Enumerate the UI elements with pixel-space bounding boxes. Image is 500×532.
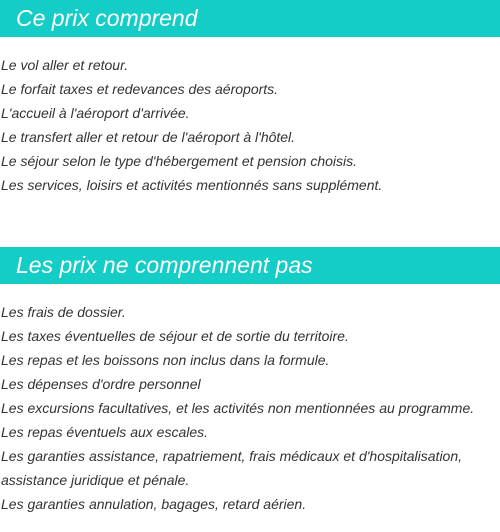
list-item: Les repas éventuels aux escales.	[1, 424, 209, 440]
list-item: Les garanties annulation, bagages, retard aérien.	[1, 496, 307, 512]
list-item: Les repas et les boissons non inclus dans la formule.	[1, 352, 330, 368]
included-section-header: Ce prix comprend	[0, 0, 500, 37]
list-item: Les excursions facultatives, et les activités non mentionnées au programme.	[1, 400, 475, 416]
list-item: Les taxes éventuelles de séjour et de sortie du territoire.	[1, 328, 349, 344]
excluded-items-list	[0, 300, 500, 516]
list-item: Le séjour selon le type d'hébergement et pension choisis.	[1, 153, 358, 169]
excluded-section-header: Les prix ne comprennent pas	[0, 247, 500, 284]
list-item: Les frais de dossier.	[1, 304, 126, 320]
list-item: Les garanties assistance, rapatriement, frais médicaux et d'hospitalisation, assistance juridique et pénale.	[1, 448, 463, 488]
list-item: Le vol aller et retour.	[1, 57, 129, 73]
list-item: Les dépenses d'ordre personnel	[1, 376, 201, 392]
included-items-list	[0, 53, 500, 197]
list-item: Le forfait taxes et redevances des aéroports.	[1, 81, 279, 97]
list-item: L'accueil à l'aéroport d'arrivée.	[1, 105, 190, 121]
list-item: Les services, loisirs et activités mentionnés sans supplément.	[1, 177, 383, 193]
list-item: Le transfert aller et retour de l'aéroport à l'hôtel.	[1, 129, 296, 145]
